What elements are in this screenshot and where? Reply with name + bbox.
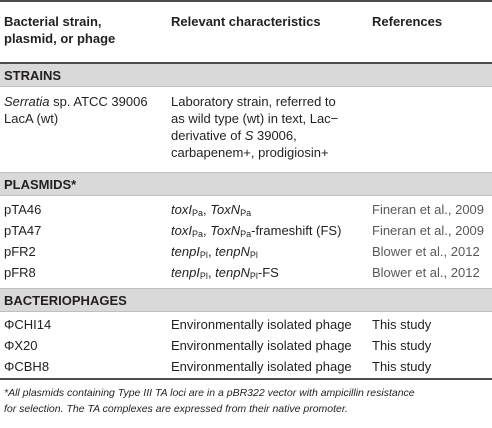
phage-reference: This study — [372, 317, 432, 332]
phage-name: ΦCBH8 — [4, 359, 50, 374]
header-col-references: References — [372, 14, 443, 29]
section-plasmids — [0, 173, 492, 195]
strain-id: sp. ATCC 39006 — [49, 94, 148, 109]
strain-characteristics — [171, 93, 338, 161]
phage-characteristics: Environmentally isolated phage — [171, 338, 352, 353]
plasmid-reference: Fineran et al., 2009 — [372, 202, 485, 217]
table-footnote — [4, 385, 488, 417]
strain-genus: Serratia — [4, 94, 50, 109]
plasmid-characteristics: toxI$_{Pa}$, ToxN$_{Pa}$-frameshift (FS) — [171, 223, 342, 239]
top-rule — [0, 0, 492, 2]
plasmid-name: pFR8 — [4, 265, 36, 280]
strain-desc-line3: derivative of S 39006, — [171, 128, 297, 143]
strain-desc-line1: Laboratory strain, referred to — [171, 94, 336, 109]
phage-characteristics: Environmentally isolated phage — [171, 317, 352, 332]
plasmid-reference: Fineran et al., 2009 — [372, 223, 485, 238]
footnote-line2: for selection. The TA complexes are expressed from their native promoter. — [4, 403, 348, 415]
section-rule — [0, 86, 492, 87]
plasmid-name: pTA47 — [4, 223, 42, 238]
section-bacteriophages — [0, 289, 492, 311]
header-col-strain — [4, 13, 115, 47]
plasmid-characteristics: tenpI$_{Pl}$, tenpN$_{Pl}$ — [171, 244, 258, 260]
footnote-line1: *All plasmids containing Type III TA loci are in a pBR322 vector with ampicillin resistance — [4, 387, 415, 399]
section-plasmids-label: PLASMIDS* — [4, 177, 77, 192]
plasmid-name: pFR2 — [4, 244, 36, 259]
strain-desc-line2: as wild type (wt) in text, Lac− — [171, 111, 339, 126]
plasmid-name: pTA46 — [4, 202, 42, 217]
phage-reference: This study — [372, 359, 432, 374]
phage-reference: This study — [372, 338, 432, 353]
plasmid-reference: Blower et al., 2012 — [372, 244, 480, 259]
plasmid-characteristics: toxI$_{Pa}$, ToxN$_{Pa}$ — [171, 202, 252, 218]
section-strains — [0, 64, 492, 86]
phage-name: ΦCHI14 — [4, 317, 52, 332]
plasmid-characteristics: tenpI$_{Pl}$, tenpN$_{Pl}$-FS — [171, 265, 279, 281]
header-col-characteristics: Relevant characteristics — [171, 14, 321, 29]
strain-name — [4, 93, 148, 127]
section-rule — [0, 311, 492, 312]
strain-desc-line4: carbapenem+, prodigiosin+ — [171, 145, 329, 160]
phage-name: ΦX20 — [4, 338, 38, 353]
strain-variant: LacA (wt) — [4, 111, 59, 126]
section-strains-label: STRAINS — [4, 68, 62, 83]
header-col-strain-line1: Bacterial strain, — [4, 14, 102, 29]
section-bacteriophages-label: BACTERIOPHAGES — [4, 293, 127, 308]
bottom-rule — [0, 378, 492, 380]
section-rule — [0, 195, 492, 196]
phage-characteristics: Environmentally isolated phage — [171, 359, 352, 374]
plasmid-reference: Blower et al., 2012 — [372, 265, 480, 280]
header-col-strain-line2: plasmid, or phage — [4, 31, 116, 46]
